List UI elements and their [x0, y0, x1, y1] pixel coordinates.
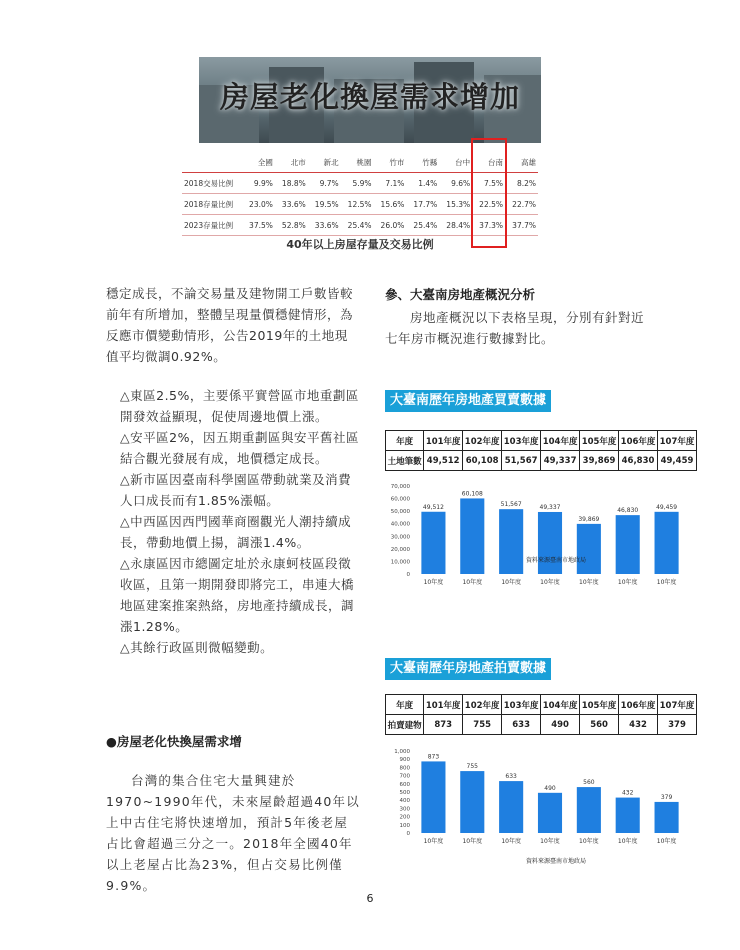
table-cell: 49,337: [541, 451, 580, 471]
data-label: 49,512: [422, 503, 444, 511]
data-label: 49,459: [656, 503, 678, 511]
header-cell: 104年度: [541, 695, 580, 715]
table-cell: 26.0%: [374, 215, 407, 236]
chart-bar: [538, 512, 562, 574]
data-label: 490: [544, 784, 556, 792]
table-cell: 23.0%: [242, 194, 275, 215]
header-cell: 竹縣: [406, 152, 439, 173]
table-cell: 19.5%: [308, 194, 341, 215]
row-label: 2018交易比例: [182, 173, 242, 194]
y-tick-label: 100: [399, 822, 410, 829]
y-tick-label: 200: [399, 814, 410, 821]
table-cell: 9.7%: [308, 173, 341, 194]
chart-bar: [460, 498, 484, 574]
x-tick-label: 10年度: [423, 838, 444, 845]
table-cell: 15.6%: [374, 194, 407, 215]
auction-bar-chart: [360, 745, 690, 870]
left-paragraph-1: 穩定成長，不論交易量及建物開工戶數皆較前年有所增加，整體呈現量價穩健情形，為反應市價變動情形，公告2019年的土地現值平均微調0.92%。: [106, 286, 354, 364]
table-cell: 5.9%: [341, 173, 374, 194]
chart-annotation: 資料來源臺南市地政局: [525, 557, 587, 564]
sales-bar-chart: [360, 478, 690, 593]
tainan-highlight-box: [471, 138, 507, 248]
right-paragraph-1: 房地產概況以下表格呈現，分別有針對近七年房市概況進行數據對比。: [385, 310, 645, 346]
list-item: △新市區因臺南科學園區帶動就業及消費人口成長而有1.85%漲幅。: [120, 472, 352, 508]
list-item: △永康區因市總圖定址於永康蚵枝區段徵收區，且第一期開發即將完工，串連大橋地區建案推案熱絡，房地產持續成長，調漲1.28%。: [120, 556, 355, 634]
section-bar-auction: 大臺南歷年房地產拍賣數據: [385, 658, 551, 680]
header-cell: 106年度: [619, 431, 658, 451]
table-cell: 28.4%: [439, 215, 472, 236]
data-label: 432: [621, 789, 634, 797]
y-tick-label: 0: [406, 572, 410, 578]
y-tick-label: 30,000: [390, 534, 410, 541]
chart-bar: [616, 515, 640, 574]
chart-bar: [577, 787, 601, 833]
table-cell: 755: [463, 715, 502, 735]
header-cell: 新北: [308, 152, 341, 173]
table-cell: 60,108: [463, 451, 502, 471]
y-tick-label: 60,000: [390, 496, 410, 503]
x-tick-label: 10年度: [462, 838, 483, 845]
table-cell: 633: [502, 715, 541, 735]
banner-title: 房屋老化換屋需求增加: [219, 80, 520, 114]
x-tick-label: 10年度: [579, 579, 599, 586]
chart-bar: [655, 802, 679, 833]
chart-annotation: 資料來源臺南市地政局: [525, 858, 587, 865]
table-cell: 49,512: [424, 451, 463, 471]
header-cell: 107年度: [658, 695, 697, 715]
section-heading-three: 參、大臺南房地產概況分析: [385, 287, 536, 302]
table-row: [386, 715, 697, 735]
data-label: 51,567: [500, 501, 522, 509]
row-label: 2018存量比例: [182, 194, 242, 215]
y-tick-label: 40,000: [390, 521, 410, 528]
section-bar-sales: 大臺南歷年房地產買賣數據: [385, 390, 551, 412]
header-cell: 107年度: [658, 431, 697, 451]
table-cell: 37.5%: [242, 215, 275, 236]
header-cell: 106年度: [619, 695, 658, 715]
table-cell: 25.4%: [406, 215, 439, 236]
x-tick-label: 10年度: [540, 579, 560, 586]
y-tick-label: 700: [399, 773, 410, 780]
header-cell: 竹市: [374, 152, 407, 173]
y-tick-label: 800: [399, 765, 410, 772]
data-label: 46,830: [617, 507, 639, 515]
table-caption: 40年以上房屋存量及交易比例: [286, 238, 434, 251]
x-tick-label: 10年度: [501, 838, 521, 845]
y-tick-label: 1,000: [394, 749, 410, 755]
table-cell: 51,567: [502, 451, 541, 471]
header-cell: 台南: [472, 152, 505, 173]
y-tick-label: 70,000: [390, 484, 410, 490]
table-cell: 52.8%: [275, 215, 308, 236]
table-cell: 9.9%: [242, 173, 275, 194]
header-cell: 年度: [386, 431, 424, 451]
table-cell: 17.7%: [406, 194, 439, 215]
chart-bar: [499, 509, 523, 574]
header-cell: 桃園: [341, 152, 374, 173]
row-label: 土地筆數: [386, 451, 424, 471]
list-item: △其餘行政區則微幅變動。: [120, 640, 274, 655]
table-cell: 1.4%: [406, 173, 439, 194]
table-cell: 8.2%: [505, 173, 538, 194]
y-tick-label: 50,000: [390, 509, 410, 516]
table-cell: 9.6%: [439, 173, 472, 194]
header-cell: 101年度: [424, 695, 463, 715]
row-label: 拍賣建物: [386, 715, 424, 735]
table-cell: 22.7%: [505, 194, 538, 215]
table-header-row: [386, 695, 697, 715]
table-cell: 39,869: [580, 451, 619, 471]
table-row: [386, 451, 697, 471]
chart-bar: [577, 524, 601, 574]
chart-bar: [616, 798, 640, 833]
header-cell: 103年度: [502, 431, 541, 451]
section-heading-elder-housing: ●房屋老化快換屋需求增: [106, 734, 242, 749]
header-cell: 102年度: [463, 431, 502, 451]
x-tick-label: 10年度: [501, 579, 521, 586]
table-cell: 22.5%: [472, 194, 505, 215]
header-cell: 104年度: [541, 431, 580, 451]
header-cell: 全國: [242, 152, 275, 173]
chart-bar: [460, 771, 484, 833]
chart-bar: [655, 512, 679, 574]
y-tick-label: 0: [406, 831, 410, 837]
y-tick-label: 500: [399, 790, 410, 796]
table-cell: 432: [619, 715, 658, 735]
data-label: 379: [660, 793, 673, 801]
header-cell: 北市: [275, 152, 308, 173]
table-header-row: [386, 431, 697, 451]
x-tick-label: 10年度: [579, 838, 599, 845]
y-tick-label: 600: [399, 781, 410, 788]
y-tick-label: 20,000: [390, 546, 410, 553]
table-cell: 37.7%: [505, 215, 538, 236]
x-tick-label: 10年度: [423, 579, 444, 586]
district-bullet-list: [120, 385, 360, 658]
x-tick-label: 10年度: [462, 579, 483, 586]
table-cell: 33.6%: [308, 215, 341, 236]
title-banner: [199, 57, 541, 143]
header-cell: 台中: [439, 152, 472, 173]
header-cell: 年度: [386, 695, 424, 715]
header-cell: 102年度: [463, 695, 502, 715]
table-cell: 379: [658, 715, 697, 735]
data-label: 560: [583, 779, 595, 787]
table-cell: 12.5%: [341, 194, 374, 215]
header-cell: 高雄: [505, 152, 538, 173]
chart-bar: [421, 761, 445, 833]
y-tick-label: 900: [399, 757, 410, 764]
data-label: 873: [427, 753, 440, 761]
data-label: 39,869: [578, 515, 600, 523]
list-item: △東區2.5%，主要係平實營區市地重劃區開發效益顯現，促使周邊地價上漲。: [120, 388, 359, 424]
data-label: 633: [505, 773, 517, 781]
list-item: △安平區2%，因五期重劃區與安平舊社區結合觀光發展有成，地價穩定成長。: [120, 430, 359, 466]
table-cell: 15.3%: [439, 194, 472, 215]
x-tick-label: 10年度: [617, 838, 638, 845]
table-cell: 490: [541, 715, 580, 735]
y-tick-label: 10,000: [390, 559, 410, 566]
data-label: 49,337: [539, 503, 561, 511]
header-cell: 101年度: [424, 431, 463, 451]
header-cell: 103年度: [502, 695, 541, 715]
table-cell: 37.3%: [472, 215, 505, 236]
sales-data-table: [385, 430, 697, 471]
y-tick-label: 300: [399, 806, 410, 813]
x-tick-label: 10年度: [656, 838, 677, 845]
table-cell: 49,459: [658, 451, 697, 471]
chart-bar: [538, 793, 562, 833]
data-label: 755: [466, 763, 479, 771]
data-label: 60,108: [461, 490, 483, 498]
row-label: 2023存量比例: [182, 215, 242, 236]
table-cell: 873: [424, 715, 463, 735]
y-tick-label: 400: [399, 798, 410, 805]
list-item: △中西區因西門國華商圈觀光人潮持續成長，帶動地價上揚，調漲1.4%。: [120, 514, 352, 550]
table-cell: 7.5%: [472, 173, 505, 194]
table-cell: 7.1%: [374, 173, 407, 194]
x-tick-label: 10年度: [656, 579, 677, 586]
header-cell: 105年度: [580, 431, 619, 451]
table-cell: 25.4%: [341, 215, 374, 236]
x-tick-label: 10年度: [540, 838, 560, 845]
chart-bar: [421, 512, 445, 574]
table-cell: 560: [580, 715, 619, 735]
left-paragraph-2: 台灣的集合住宅大量興建於1970~1990年代，未來屋齡超過40年以上中古住宅將快速增加，預計5年後老屋占比會超過三分之一。2018年全國40年以上老屋占比為23%，但占交易比例僅9.9%。: [106, 773, 360, 893]
chart-bar: [499, 781, 523, 833]
table-cell: 33.6%: [275, 194, 308, 215]
auction-data-table: [385, 694, 697, 735]
page-number: 6: [366, 892, 374, 905]
table-cell: 46,830: [619, 451, 658, 471]
x-tick-label: 10年度: [617, 579, 638, 586]
table-cell: 18.8%: [275, 173, 308, 194]
header-cell: 105年度: [580, 695, 619, 715]
